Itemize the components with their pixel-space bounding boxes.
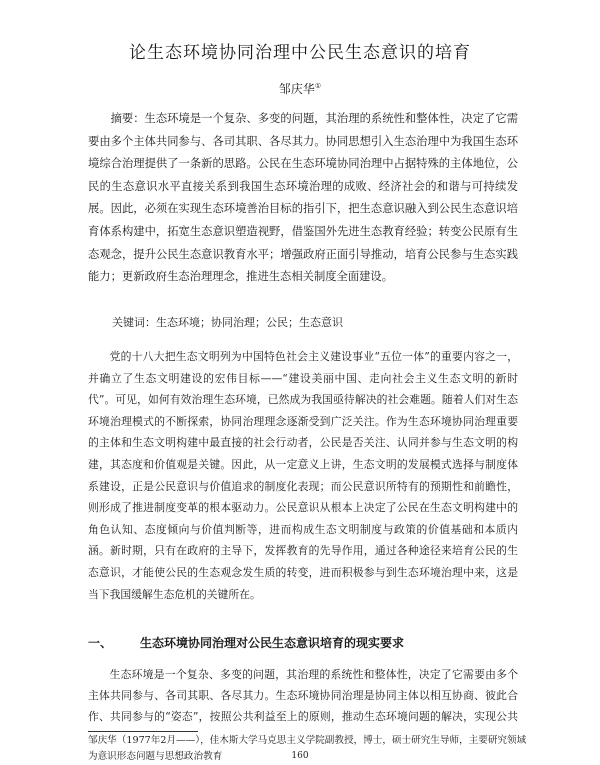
paper-title: 论生态环境协同治理中公民生态意识的培育 (129, 43, 471, 63)
body-paragraph-1: 党的十八大把生态文明列为中国特色社会主义建设事业“五位一体”的重要内容之一，并确立了生态文明建设的宏伟目标——“建设美丽中国、走向社会主义生态文明的新时代”。可见，如何有效治理生态环境，已然成为我国亟待解决的社会难题。随着人们对生态环境治理模式的不断探索，协同治理理念逐渐受到广泛关注。作为生态环境协同治理重要的主体和生态文明构建中最直接的社会行动者，公民是否关注、认同并参与生态文明的构建，其态度和价值观是关键。因此，从一定意义上讲，生态文明的发展模式选择与制度体系建设，正是公民意识与价值追求的制度化表现；而公民意识所特有的预期性和前瞻性，则形成了推进制度变革的根本驱动力。公民意识从根本上决定了公民在生态文明构建中的角色认知、态度倾向与价值判断等，进而构成生态文明制度与政策的价值基础和本质内涵。新时期，只有在政府的主导下，发挥教育的先导作用，通过各种途径来培育公民的生态意识，才能使公民的生态观念发生质的转变，进而积极参与到生态环境治理中来，这是当下我国缓解生态危机的关键所在。 (88, 350, 518, 601)
author-name: 邹庆华 (278, 82, 315, 96)
section-number: 一、 (88, 636, 113, 650)
page-number: 160 (291, 751, 309, 761)
keywords: 关键词：生态环境；协同治理；公民；生态意识 (112, 316, 343, 329)
section-heading (88, 634, 528, 651)
abstract: 摘要：生态环境是一个复杂、多变的问题，其治理的系统性和整体性，决定了它需要由多个主体共同参与、各司其职、各尽其力。协同思想引入生态治理中为我国生态环境综合治理提供了一条新的思路。公民在生态环境协同治理中占据特殊的主体地位，公民的生态意识水平直接关系到我国生态环境治理的成败、经济社会的和谐与可持续发展。因此，必须在实现生态环境善治目标的指引下，把生态意识融入到公民生态意识培育体系构建中，拓宽生态意识塑造视野，借鉴国外先进生态教育经验；转变公民原有生态观念，提升公民生态意识教育水平；增强政府正面引导推动，培育公民参与生态实践能力；更新政府生态治理理念，推进生态相关制度全面建设。 (88, 112, 518, 284)
author-footnote-marker: ① (314, 82, 322, 90)
footnote: 邹庆华（1977年2月——），佳木斯大学马克思主义学院副教授，博士，硕士研究生导师，主要研究领域为意识形态问题与思想政治教育 (88, 735, 527, 762)
author-line (0, 80, 600, 97)
section-title: 生态环境协同治理对公民生态意识培育的现实要求 (140, 636, 405, 650)
body-paragraph-2: 生态环境是一个复杂、多变的问题，其治理的系统性和整体性，决定了它需要由多个主体共同参与、各司其职、各尽其力。生态环境协同治理是协同主体以相互协商、彼此合作、共同参与的“姿态”，按照公共利益至上的原则，推动生态环境问题的解决，实现公共 (88, 668, 518, 723)
footnote-divider (88, 731, 198, 732)
